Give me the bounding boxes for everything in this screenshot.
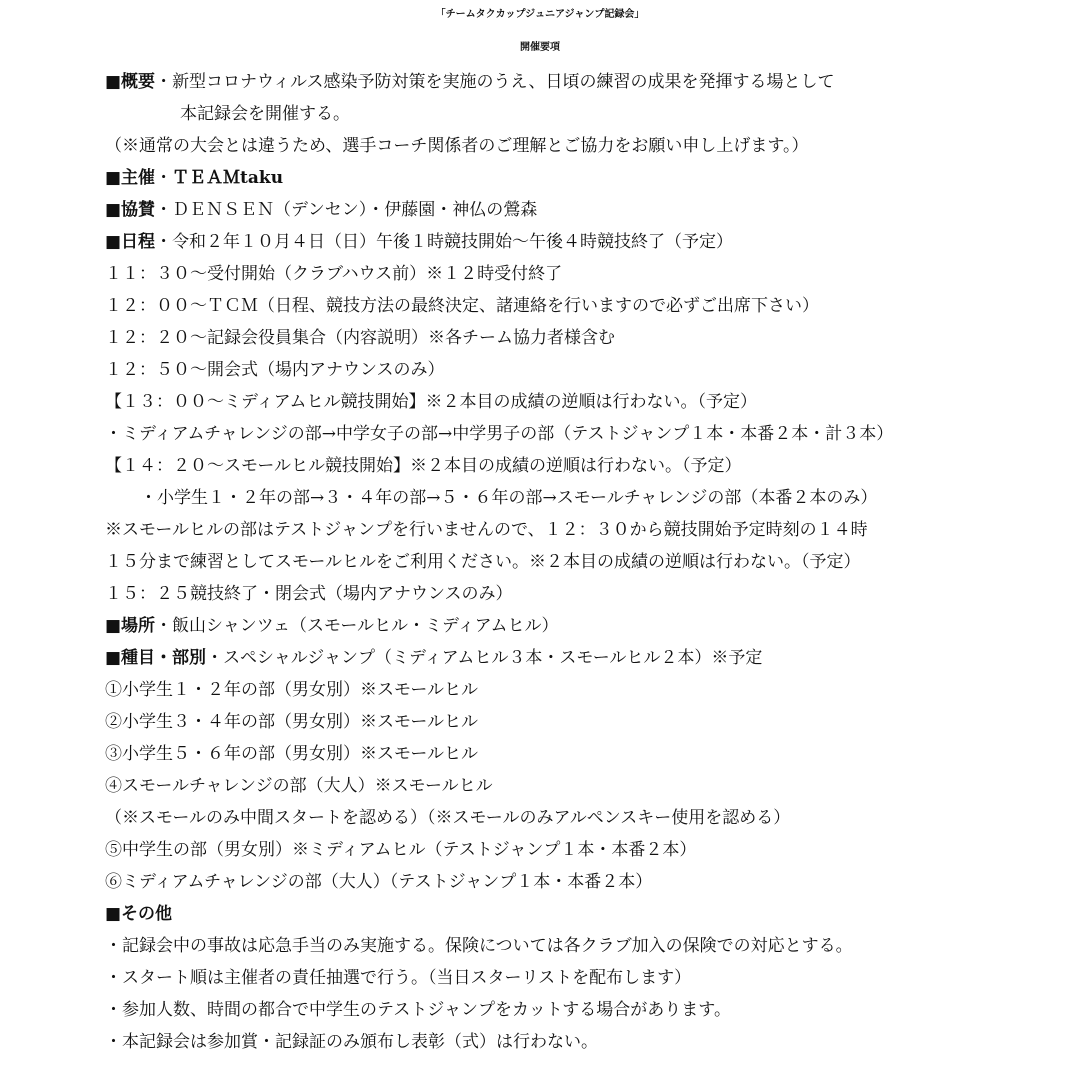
document-subtitle: 開催要項 (520, 42, 560, 53)
venue-label: ■場所 (105, 616, 156, 636)
schedule-item: ・小学生１・２年の部→３・４年の部→５・６年の部→スモールチャレンジの部（本番２本のみ） (140, 488, 878, 508)
organizer-sep: ・ (155, 168, 173, 188)
other-item: ・本記録会は参加賞・記録証のみ頒布し表彰（式）は行わない。 (105, 1032, 598, 1052)
other-label: ■その他 (105, 904, 173, 924)
schedule-row (105, 230, 733, 254)
organizer-row (105, 166, 283, 190)
sponsor-value: ＤＥＮＳＥＮ（デンセン）・伊藤園・神仏の鶯森 (172, 200, 538, 220)
sponsor-row (105, 198, 537, 222)
sponsor-sep: ・ (155, 200, 173, 220)
organizer-value: ＴＥＡＭtaku (172, 168, 284, 188)
other-item: ・参加人数、時間の都合で中学生のテストジャンプをカットする場合があります。 (105, 1000, 731, 1020)
schedule-item: ・ミディアムチャレンジの部→中学女子の部→中学男子の部（テストジャンプ１本・本番２本・計３本） (105, 424, 894, 444)
schedule-sep: ・ (155, 232, 173, 252)
schedule-item: １５：２５競技終了・閉会式（場内アナウンスのみ） (105, 584, 513, 604)
schedule-item: １２：００〜ＴＣＭ（日程、競技方法の最終決定、諸連絡を行いますので必ずご出席下さい） (105, 296, 819, 316)
overview-sep: ・ (155, 72, 173, 92)
overview-row (105, 70, 835, 94)
organizer-label: ■主催 (105, 168, 156, 188)
other-item: ・記録会中の事故は応急手当のみ実施する。保険については各クラブ加入の保険での対応とする。 (105, 936, 853, 956)
sponsor-label: ■協賛 (105, 200, 156, 220)
event-note: （※スモールのみ中間スタートを認める）（※スモールのみアルペンスキー使用を認める） (105, 808, 791, 828)
events-sep: ・ (206, 648, 224, 668)
schedule-value: 令和２年１０月４日（日）午後１時競技開始〜午後４時競技終了（予定） (172, 232, 734, 252)
venue-row (105, 614, 558, 638)
overview-note: （※通常の大会とは違うため、選手コーチ関係者のご理解とご協力をお願い申し上げます。） (105, 136, 809, 156)
events-row (105, 646, 762, 670)
venue-sep: ・ (155, 616, 173, 636)
overview-line1: 新型コロナウィルス感染予防対策を実施のうえ、日頃の練習の成果を発揮する場として (172, 72, 835, 92)
schedule-item: １２：２０〜記録会役員集合（内容説明）※各チーム協力者様含む (105, 328, 615, 348)
schedule-item: 【１４：２０〜スモールヒル競技開始】※２本目の成績の逆順は行わない。（予定） (105, 456, 742, 476)
event-item: ②小学生３・４年の部（男女別）※スモールヒル (105, 712, 478, 732)
venue-value: 飯山シャンツェ（スモールヒル・ミディアムヒル） (172, 616, 559, 636)
overview-label: ■概要 (105, 72, 156, 92)
event-item: ⑤中学生の部（男女別）※ミディアムヒル（テストジャンプ１本・本番２本） (105, 840, 697, 860)
schedule-label: ■日程 (105, 232, 156, 252)
schedule-item: ※スモールヒルの部はテストジャンプを行いませんので、１２：３０から競技開始予定時刻の１４時 (105, 520, 868, 540)
schedule-item: １２：５０〜開会式（場内アナウンスのみ） (105, 360, 445, 380)
schedule-item: １１：３０〜受付開始（クラブハウス前）※１２時受付終了 (105, 264, 563, 284)
schedule-item: 【１３：００〜ミディアムヒル競技開始】※２本目の成績の逆順は行わない。（予定） (105, 392, 757, 412)
event-item: ①小学生１・２年の部（男女別）※スモールヒル (105, 680, 478, 700)
document-title: 「チームタクカップジュニアジャンプ記録会」 (435, 9, 645, 20)
other-item: ・スタート順は主催者の責任抽選で行う。（当日スターリストを配布します） (105, 968, 692, 988)
event-item: ⑥ミディアムチャレンジの部（大人）（テストジャンプ１本・本番２本） (105, 872, 653, 892)
event-item: ③小学生５・６年の部（男女別）※スモールヒル (105, 744, 478, 764)
events-label: ■種目・部別 (105, 648, 207, 668)
schedule-item: １５分まで練習としてスモールヒルをご利用ください。※２本目の成績の逆順は行わない。（予定） (105, 552, 861, 572)
event-item: ④スモールチャレンジの部（大人）※スモールヒル (105, 776, 493, 796)
events-value: スペシャルジャンプ（ミディアムヒル３本・スモールヒル２本）※予定 (223, 648, 763, 668)
overview-line2: 本記録会を開催する。 (180, 104, 350, 124)
